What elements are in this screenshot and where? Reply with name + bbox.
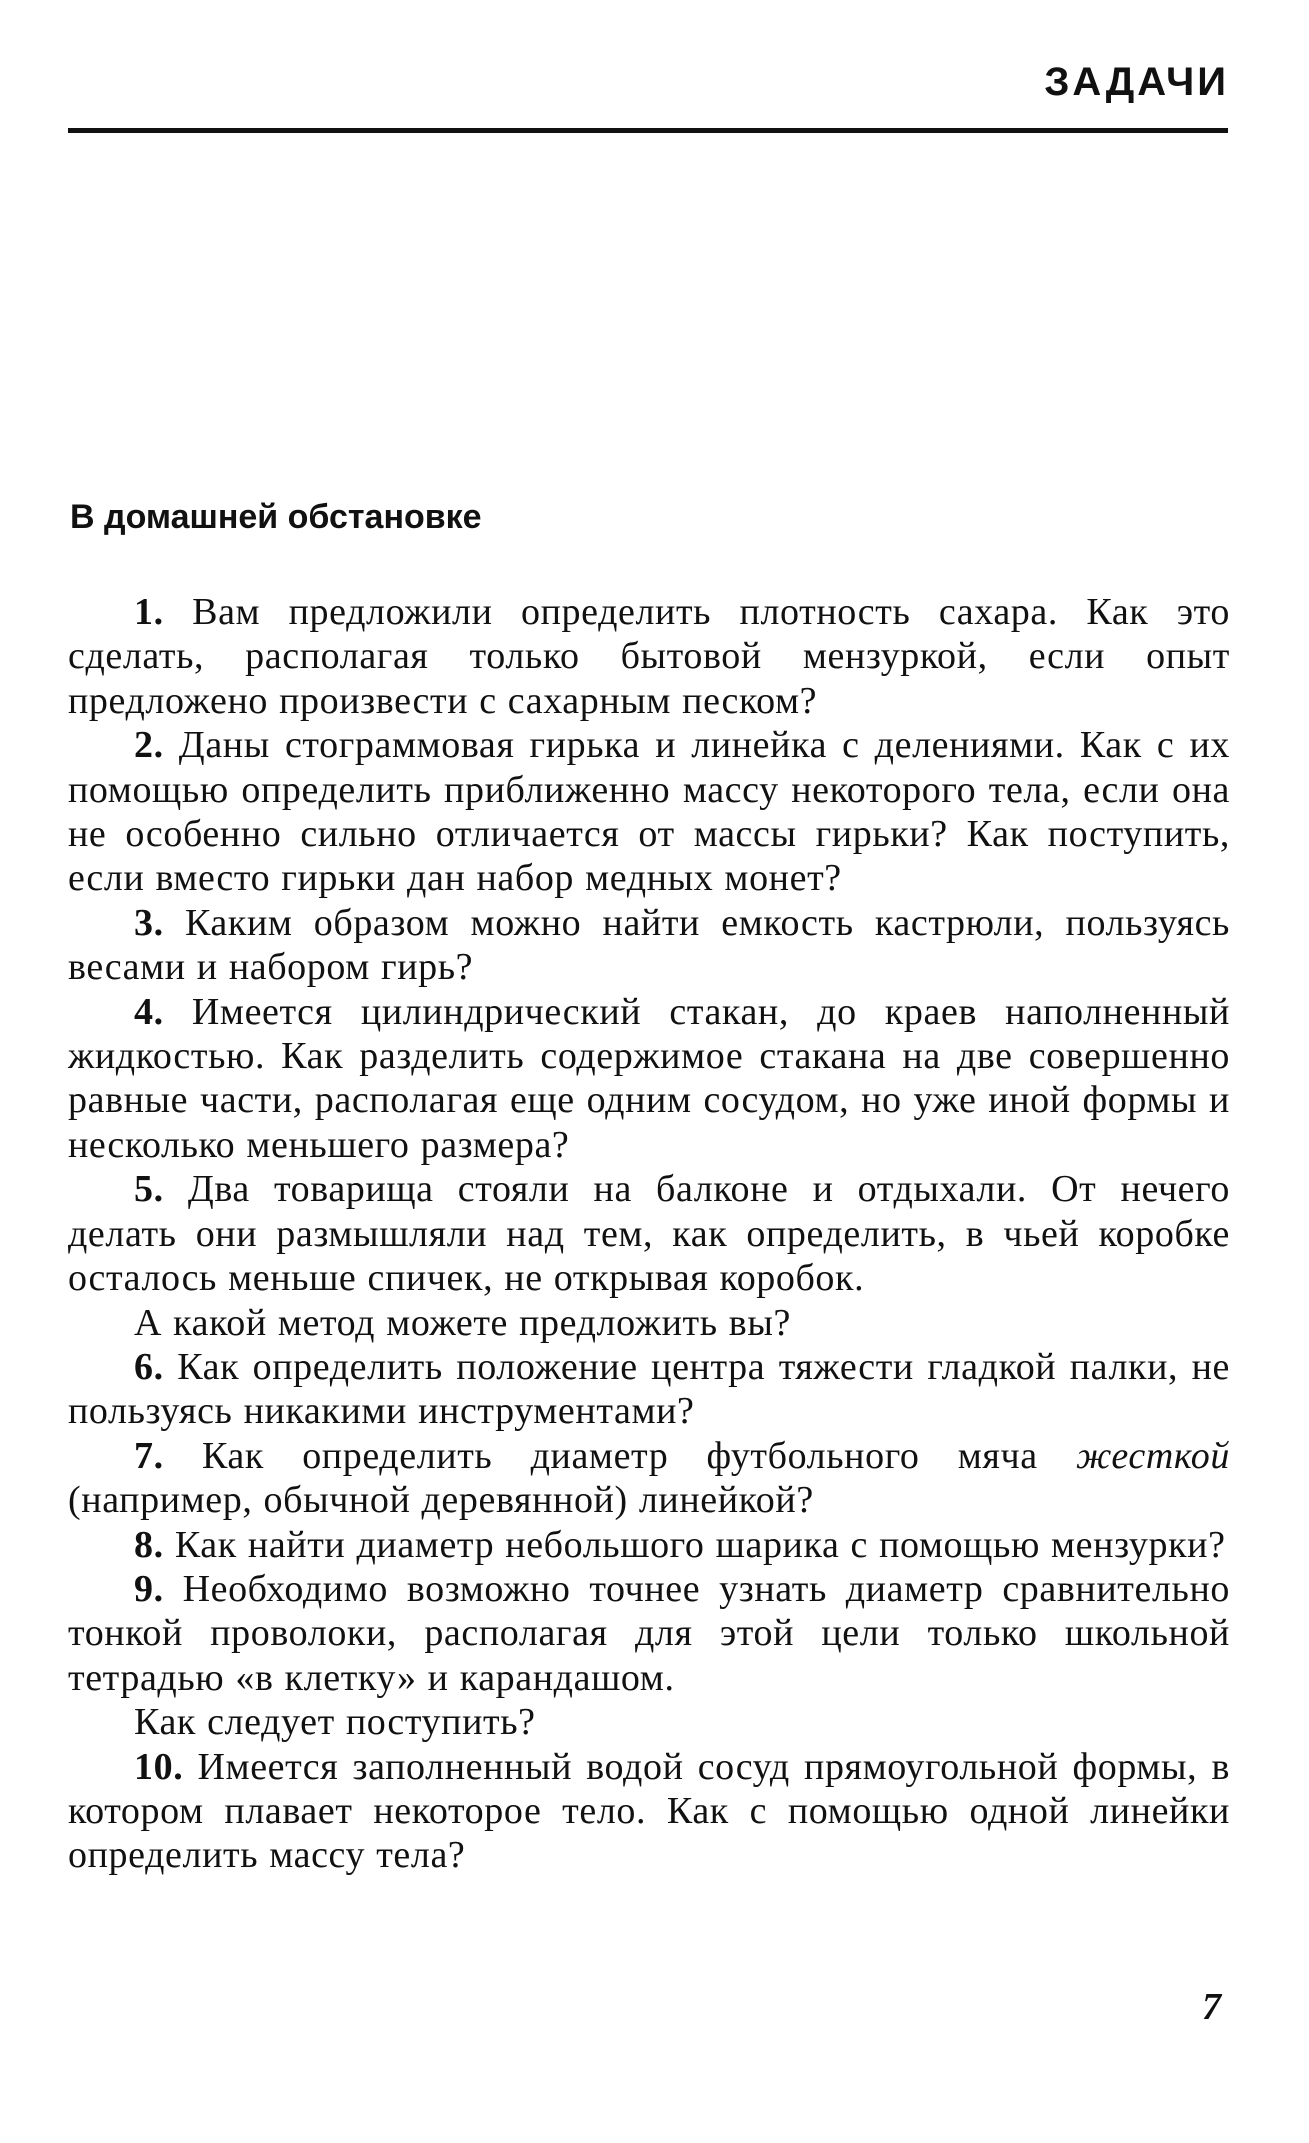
section-title: В домашней обстановке [70, 498, 482, 536]
running-header: ЗАДАЧИ [1044, 60, 1229, 104]
problem-text-end: (например, обычной деревянной) линейкой? [68, 1479, 814, 1522]
problem-5-followup [68, 1301, 1230, 1345]
problem-9-followup [68, 1700, 1230, 1744]
problem-7 [68, 1434, 1230, 1523]
problem-number: 2. [134, 724, 164, 767]
problem-number: 1. [134, 591, 164, 633]
problem-3 [68, 901, 1230, 990]
problem-5 [68, 1167, 1230, 1300]
problem-text: Имеется цилиндрический стакан, до краев наполненный жидкостью. Как разделить содержимое стакана на две совершенно равные части, располагая еще одним сосудом, но уже иной формы и несколько меньшего размера? [68, 990, 1230, 1166]
problem-1 [68, 590, 1230, 723]
problem-number: 9. [134, 1567, 164, 1610]
problem-text: Имеется заполненный водой сосуд прямоугольной формы, в котором плавает некоторое тело. Как с помощью одной линейки определить массу тела? [68, 1745, 1230, 1877]
problem-text: Как определить положение центра тяжести гладкой палки, не пользуясь никакими инструментами? [68, 1345, 1230, 1433]
problem-number: 8. [134, 1523, 164, 1566]
problem-text: Как найти диаметр небольшого шарика с помощью мензурки? [174, 1523, 1226, 1566]
problem-text: Необходимо возможно точнее узнать диаметр сравнительно тонкой проволоки, располагая для этой цели только школьной тетрадью «в клетку» и карандашом. [68, 1567, 1230, 1699]
problem-6 [68, 1345, 1230, 1434]
problems-list [68, 590, 1230, 1878]
problem-text: Каким образом можно найти емкость кастрюли, пользуясь весами и набором гирь? [68, 901, 1230, 989]
problem-10 [68, 1745, 1230, 1878]
problem-number: 10. [134, 1745, 184, 1788]
problem-number: 4. [134, 990, 164, 1033]
problem-number: 3. [134, 901, 164, 944]
problem-2 [68, 723, 1230, 901]
header-rule [68, 128, 1228, 133]
problem-text: Вам предложили определить плотность сахара. Как это сделать, располагая только бытовой мензуркой, если опыт предложено произвести с сахарным песком? [68, 591, 1230, 722]
problem-number: 6. [134, 1345, 164, 1388]
problem-8 [68, 1523, 1230, 1567]
problem-number: 7. [134, 1434, 164, 1477]
followup-text: Как следует поступить? [134, 1701, 536, 1744]
problem-text: Даны стограммовая гирька и линейка с делениями. Как с их помощью определить приближенно массу некоторого тела, если она не особенно сильно отличается от массы гирьки? Как поступить, если вместо гирьки дан набор медных монет? [68, 724, 1230, 900]
problem-4 [68, 990, 1230, 1168]
problem-text: Два товарища стояли на балконе и отдыхали. От нечего делать они размышляли над тем, как определить, в чьей коробке осталось меньше спичек, не открывая коробок. [68, 1168, 1230, 1300]
problem-9 [68, 1567, 1230, 1700]
followup-text: А какой метод можете предложить вы? [134, 1301, 791, 1344]
problem-text-start: Как определить диаметр футбольного мяча [201, 1434, 1076, 1477]
problem-text-italic: жесткой [1075, 1434, 1231, 1477]
page-number: 7 [1202, 1986, 1221, 2028]
problem-number: 5. [134, 1168, 164, 1211]
